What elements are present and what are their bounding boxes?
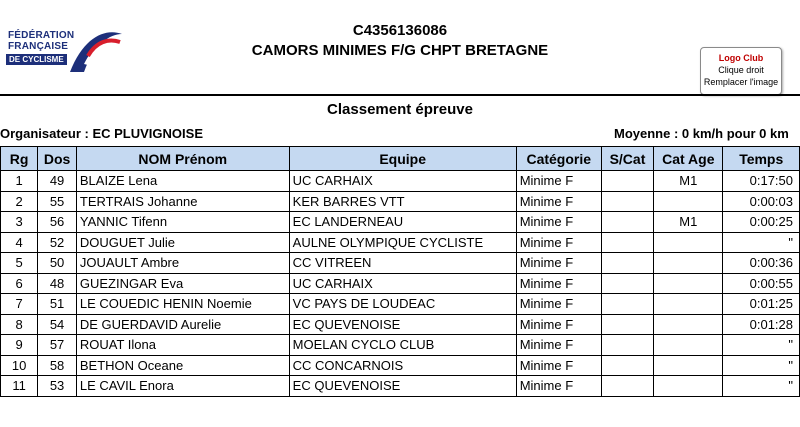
col-categorie: Catégorie: [516, 147, 601, 171]
cell-dos: 49: [38, 171, 77, 192]
cell-categorie: Minime F: [516, 253, 601, 274]
cell-dos: 58: [38, 355, 77, 376]
cell-rg: 4: [1, 232, 38, 253]
table-row: [1, 314, 800, 335]
cell-catage: [654, 232, 723, 253]
cell-catage: [654, 191, 723, 212]
cell-dos: 55: [38, 191, 77, 212]
table-row: [1, 212, 800, 233]
cell-categorie: Minime F: [516, 376, 601, 397]
cell-rg: 3: [1, 212, 38, 233]
table-row: [1, 273, 800, 294]
cell-nom: JOUAULT Ambre: [76, 253, 289, 274]
cell-temps: ": [723, 355, 800, 376]
cell-scat: [601, 191, 653, 212]
cell-dos: 57: [38, 335, 77, 356]
classement-title: Classement épreuve: [327, 101, 473, 118]
cell-rg: 6: [1, 273, 38, 294]
col-nom: NOM Prénom: [76, 147, 289, 171]
cell-rg: 9: [1, 335, 38, 356]
cell-categorie: Minime F: [516, 191, 601, 212]
cell-temps: ": [723, 232, 800, 253]
cell-equipe: UC CARHAIX: [289, 171, 516, 192]
cell-temps: 0:17:50: [723, 171, 800, 192]
cell-temps: 0:01:28: [723, 314, 800, 335]
cell-equipe: EC QUEVENOISE: [289, 376, 516, 397]
col-scat: S/Cat: [601, 147, 653, 171]
cell-catage: [654, 253, 723, 274]
cell-equipe: EC QUEVENOISE: [289, 314, 516, 335]
cell-equipe: AULNE OLYMPIQUE CYCLISTE: [289, 232, 516, 253]
cell-equipe: CC CONCARNOIS: [289, 355, 516, 376]
cell-scat: [601, 171, 653, 192]
cell-categorie: Minime F: [516, 232, 601, 253]
logo-line2: FRANÇAISE: [8, 41, 69, 52]
cell-equipe: EC LANDERNEAU: [289, 212, 516, 233]
club-logo-title: Logo Club: [718, 53, 764, 63]
table-row: [1, 376, 800, 397]
cell-dos: 52: [38, 232, 77, 253]
cell-equipe: UC CARHAIX: [289, 273, 516, 294]
cell-rg: 8: [1, 314, 38, 335]
cell-categorie: Minime F: [516, 335, 601, 356]
table-row: [1, 232, 800, 253]
cell-nom: LE CAVIL Enora: [76, 376, 289, 397]
table-row: [1, 191, 800, 212]
moyenne: Moyenne : 0 km/h pour 0 km: [614, 126, 789, 141]
cell-dos: 56: [38, 212, 77, 233]
cell-temps: 0:01:25: [723, 294, 800, 315]
cell-rg: 5: [1, 253, 38, 274]
cell-catage: [654, 294, 723, 315]
table-header-row: [1, 147, 800, 171]
cell-rg: 10: [1, 355, 38, 376]
cell-nom: LE COUEDIC HENIN Noemie: [76, 294, 289, 315]
cell-dos: 53: [38, 376, 77, 397]
cell-catage: [654, 376, 723, 397]
col-equipe: Equipe: [289, 147, 516, 171]
cell-scat: [601, 232, 653, 253]
cell-rg: 2: [1, 191, 38, 212]
logo-line1: FÉDÉRATION: [8, 30, 75, 41]
race-title: CAMORS MINIMES F/G CHPT BRETAGNE: [251, 42, 549, 59]
logo-line3: DE CYCLISME: [6, 54, 67, 65]
table-row: [1, 335, 800, 356]
club-logo-line2: Remplacer l'image: [703, 77, 779, 87]
cell-nom: GUEZINGAR Eva: [76, 273, 289, 294]
cell-catage: [654, 355, 723, 376]
cell-scat: [601, 335, 653, 356]
cell-dos: 48: [38, 273, 77, 294]
cell-equipe: MOELAN CYCLO CLUB: [289, 335, 516, 356]
cell-nom: YANNIC Tifenn: [76, 212, 289, 233]
cell-nom: DE GUERDAVID Aurelie: [76, 314, 289, 335]
cell-categorie: Minime F: [516, 355, 601, 376]
cell-rg: 11: [1, 376, 38, 397]
col-dos: Dos: [38, 147, 77, 171]
cell-scat: [601, 253, 653, 274]
cell-dos: 50: [38, 253, 77, 274]
results-table: [0, 146, 800, 397]
cell-nom: DOUGUET Julie: [76, 232, 289, 253]
table-row: [1, 253, 800, 274]
cell-scat: [601, 294, 653, 315]
cell-catage: M1: [654, 212, 723, 233]
cell-categorie: Minime F: [516, 171, 601, 192]
cell-nom: BETHON Oceane: [76, 355, 289, 376]
cell-temps: 0:00:36: [723, 253, 800, 274]
club-logo-placeholder[interactable]: [700, 47, 782, 95]
cell-scat: [601, 212, 653, 233]
cell-categorie: Minime F: [516, 314, 601, 335]
cell-rg: 7: [1, 294, 38, 315]
cell-temps: ": [723, 376, 800, 397]
cell-catage: M1: [654, 171, 723, 192]
cell-scat: [601, 355, 653, 376]
header-divider: [0, 94, 800, 96]
cell-nom: TERTRAIS Johanne: [76, 191, 289, 212]
cell-catage: [654, 273, 723, 294]
table-row: [1, 294, 800, 315]
cell-nom: ROUAT Ilona: [76, 335, 289, 356]
cell-rg: 1: [1, 171, 38, 192]
cell-scat: [601, 273, 653, 294]
cell-temps: ": [723, 335, 800, 356]
cell-scat: [601, 376, 653, 397]
cell-temps: 0:00:55: [723, 273, 800, 294]
club-logo-line1: Clique droit: [718, 65, 764, 75]
table-row: [1, 355, 800, 376]
col-temps: Temps: [723, 147, 800, 171]
cell-equipe: VC PAYS DE LOUDEAC: [289, 294, 516, 315]
cell-temps: 0:00:03: [723, 191, 800, 212]
cell-equipe: KER BARRES VTT: [289, 191, 516, 212]
cell-scat: [601, 314, 653, 335]
race-code: C4356136086: [352, 22, 448, 39]
cell-catage: [654, 335, 723, 356]
cell-equipe: CC VITREEN: [289, 253, 516, 274]
cell-categorie: Minime F: [516, 294, 601, 315]
cell-catage: [654, 314, 723, 335]
cell-nom: BLAIZE Lena: [76, 171, 289, 192]
col-rg: Rg: [1, 147, 38, 171]
organisateur: Organisateur : EC PLUVIGNOISE: [0, 126, 203, 141]
cell-temps: 0:00:25: [723, 212, 800, 233]
cell-dos: 54: [38, 314, 77, 335]
cell-categorie: Minime F: [516, 212, 601, 233]
cell-categorie: Minime F: [516, 273, 601, 294]
col-catage: Cat Age: [654, 147, 723, 171]
table-row: [1, 171, 800, 192]
cell-dos: 51: [38, 294, 77, 315]
